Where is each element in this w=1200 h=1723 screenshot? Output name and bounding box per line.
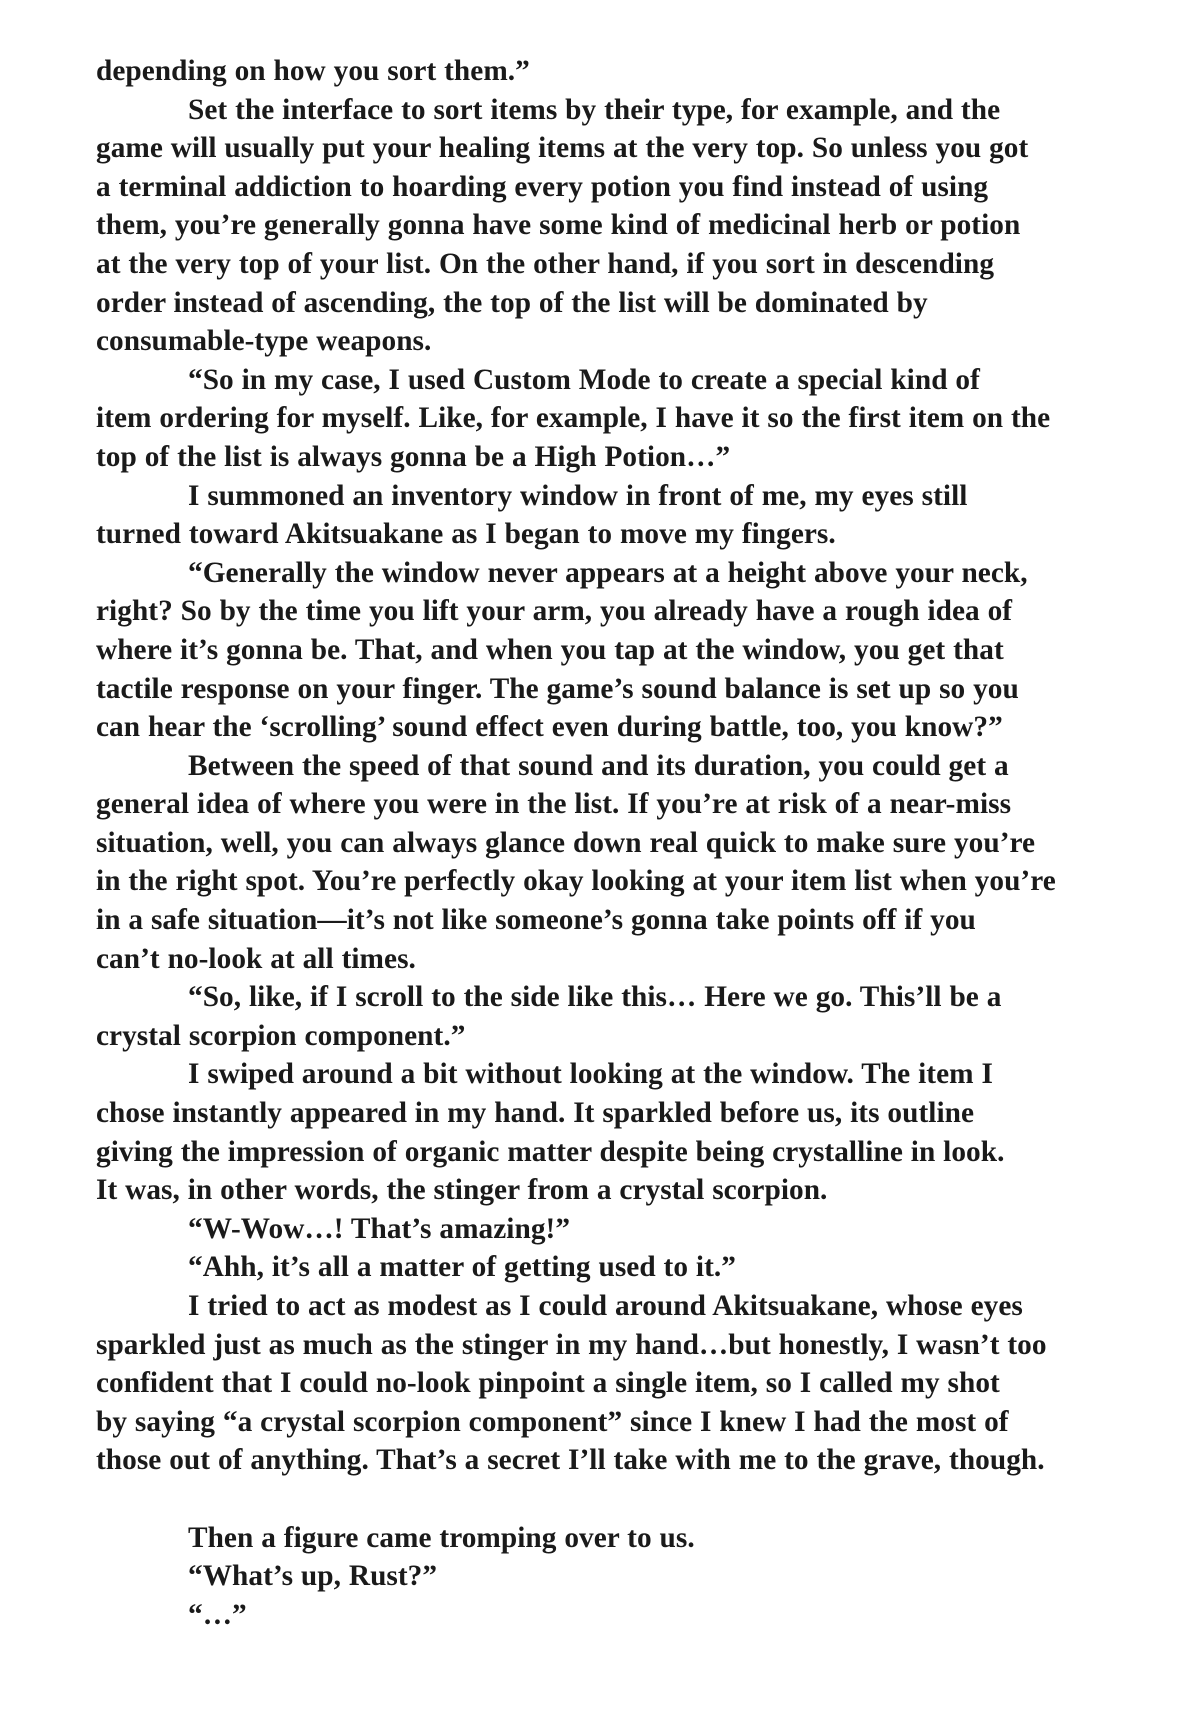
paragraph xyxy=(96,52,1136,91)
text-line: general idea of where you were in the list. If you’re at risk of a near-miss xyxy=(96,788,1012,821)
text-line: “W-Wow…! That’s amazing!” xyxy=(188,1212,571,1245)
text-line: top of the list is always gonna be a High Potion…” xyxy=(96,440,731,473)
paragraph xyxy=(96,978,1136,1055)
text-line: depending on how you sort them.” xyxy=(96,55,530,87)
text-line: I tried to act as modest as I could around Akitsuakane, whose eyes xyxy=(188,1290,1023,1322)
paragraph xyxy=(96,1210,1136,1249)
paragraph xyxy=(96,91,1136,361)
text-line: “…” xyxy=(188,1598,247,1631)
text-line: crystal scorpion component.” xyxy=(96,1019,466,1052)
text-line: Then a figure came tromping over to us. xyxy=(188,1521,695,1554)
text-line: giving the impression of organic matter despite being crystalline in look. xyxy=(96,1135,1005,1168)
paragraph xyxy=(96,554,1136,747)
text-line: Set the interface to sort items by their type, for example, and the xyxy=(188,93,1001,126)
paragraph xyxy=(96,1248,1136,1287)
document-page xyxy=(96,52,1136,1634)
scene-break xyxy=(96,1480,1136,1519)
text-line: right? So by the time you lift your arm, you already have a rough idea of xyxy=(96,595,1013,628)
paragraph xyxy=(96,361,1136,477)
paragraph xyxy=(96,1287,1136,1480)
text-line: situation, well, you can always glance down real quick to make sure you’re xyxy=(96,826,1036,859)
text-line: can hear the ‘scrolling’ sound effect even during battle, too, you know?” xyxy=(96,711,1003,744)
text-line: “Ahh, it’s all a matter of getting used to it.” xyxy=(188,1251,736,1284)
text-line: It was, in other words, the stinger from a crystal scorpion. xyxy=(96,1174,828,1207)
text-line: sparkled just as much as the stinger in my hand…but honestly, I wasn’t too xyxy=(96,1328,1047,1361)
text-line: “So in my case, I used Custom Mode to create a special kind of xyxy=(188,363,980,396)
text-line: at the very top of your list. On the other hand, if you sort in descending xyxy=(96,247,995,280)
text-line: chose instantly appeared in my hand. It sparkled before us, its outline xyxy=(96,1097,975,1130)
text-line: in the right spot. You’re perfectly okay looking at your item list when you’re xyxy=(96,865,1056,898)
text-line: can’t no-look at all times. xyxy=(96,942,416,975)
text-line: game will usually put your healing items at the very top. So unless you got xyxy=(96,132,1029,165)
text-line: where it’s gonna be. That, and when you tap at the window, you get that xyxy=(96,633,1004,666)
text-line: consumable-type weapons. xyxy=(96,325,432,358)
paragraph xyxy=(96,1557,1136,1596)
text-line: order instead of ascending, the top of the list will be dominated by xyxy=(96,286,928,319)
text-line: I swiped around a bit without looking at the window. The item I xyxy=(188,1058,993,1091)
paragraph xyxy=(96,477,1136,554)
paragraph xyxy=(96,1055,1136,1209)
paragraph xyxy=(96,1519,1136,1558)
text-line: turned toward Akitsuakane as I began to move my fingers. xyxy=(96,518,836,551)
text-line: in a safe situation—it’s not like someone’s gonna take points off if you xyxy=(96,904,976,937)
text-line: them, you’re generally gonna have some kind of medicinal herb or potion xyxy=(96,209,1021,242)
text-line: tactile response on your finger. The game’s sound balance is set up so you xyxy=(96,672,1019,705)
text-line: Between the speed of that sound and its duration, you could get a xyxy=(188,749,1009,782)
text-line: a terminal addiction to hoarding every potion you find instead of using xyxy=(96,170,989,203)
text-line: I summoned an inventory window in front of me, my eyes still xyxy=(188,479,968,512)
text-line: “Generally the window never appears at a height above your neck, xyxy=(188,556,1028,589)
text-line: confident that I could no-look pinpoint a single item, so I called my shot xyxy=(96,1367,1000,1400)
paragraph xyxy=(96,1596,1136,1635)
text-line: by saying “a crystal scorpion component” since I knew I had the most of xyxy=(96,1405,1009,1438)
paragraph xyxy=(96,747,1136,979)
text-line: item ordering for myself. Like, for example, I have it so the first item on the xyxy=(96,402,1051,435)
text-line: “What’s up, Rust?” xyxy=(188,1560,438,1593)
text-line: “So, like, if I scroll to the side like this… Here we go. This’ll be a xyxy=(188,981,1002,1014)
text-line: those out of anything. That’s a secret I’ll take with me to the grave, though. xyxy=(96,1444,1045,1477)
